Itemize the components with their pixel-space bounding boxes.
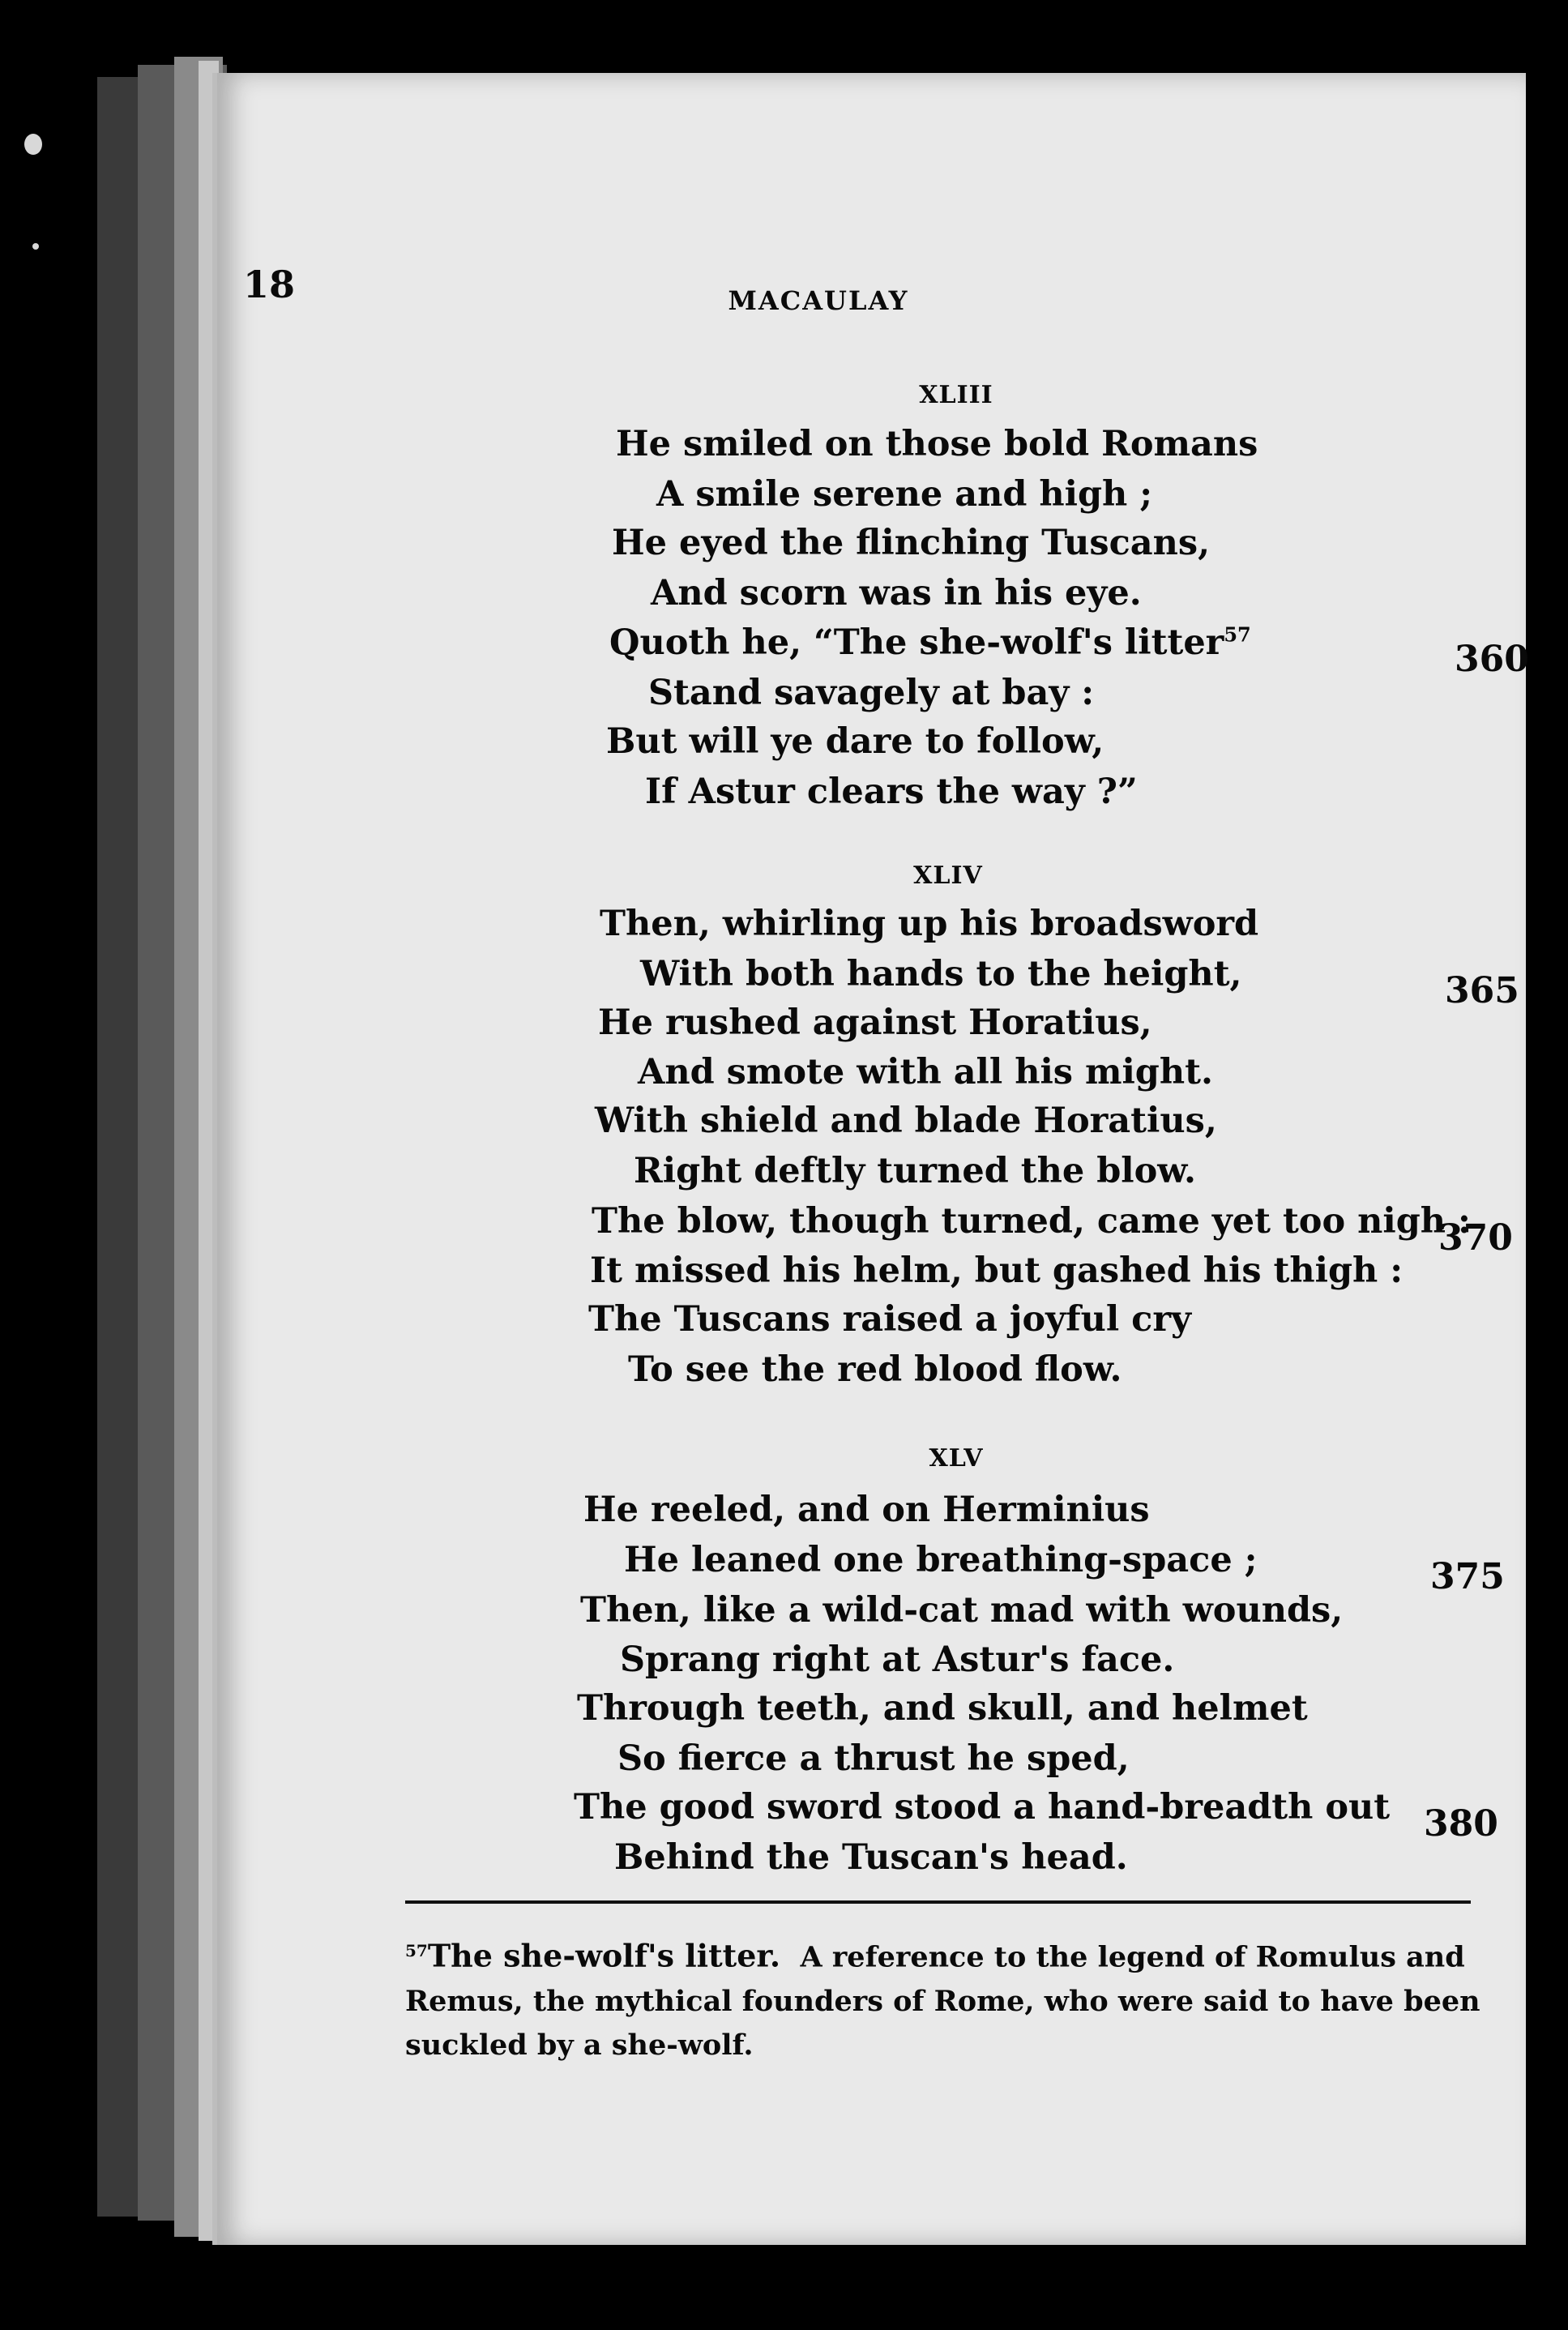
- verse-line: He eyed the flinching Tuscans,: [612, 523, 1211, 563]
- verse-line: He leaned one breathing-space ;: [624, 1540, 1258, 1580]
- verse-line: With shield and blade Horatius,: [595, 1101, 1217, 1141]
- line-number: 375: [1430, 1556, 1505, 1597]
- verse-line: He smiled on those bold Romans: [616, 424, 1258, 464]
- line-number: 360: [1455, 639, 1529, 680]
- verse-line: Then, like a wild-cat mad with wounds,: [580, 1590, 1344, 1631]
- verse-line: To see the red blood flow.: [628, 1349, 1122, 1390]
- running-head: MACAULAY: [728, 285, 909, 316]
- verse-line: The good sword stood a hand-breadth out: [574, 1787, 1391, 1828]
- line-number: 370: [1438, 1217, 1513, 1259]
- stanza-numeral: XLV: [929, 1444, 984, 1473]
- stanza-numeral: XLIII: [919, 381, 993, 409]
- footnote-number: 57: [405, 1941, 428, 1960]
- verse-line-text: Quoth he, “The she-wolf's litter: [609, 622, 1224, 663]
- verse-line: And smote with all his might.: [638, 1052, 1213, 1092]
- verse-line: Through teeth, and skull, and helmet: [577, 1688, 1308, 1729]
- verse-line: And scorn was in his eye.: [651, 573, 1142, 613]
- verse-line: He reeled, and on Herminius: [583, 1490, 1150, 1530]
- verse-line: He rushed against Horatius,: [598, 1003, 1152, 1043]
- verse-line: With both hands to the height,: [640, 954, 1242, 994]
- verse-line: The Tuscans raised a joyful cry: [588, 1299, 1191, 1340]
- verse-line: So fierce a thrust he sped,: [617, 1738, 1130, 1779]
- verse-line: [609, 622, 1251, 663]
- verse-line: Right deftly turned the blow.: [634, 1151, 1196, 1191]
- verse-line: Behind the Tuscan's head.: [614, 1837, 1128, 1878]
- dust-speck: [32, 243, 39, 250]
- stanza-numeral: XLIV: [913, 861, 983, 890]
- dust-speck: [24, 134, 42, 155]
- verse-line: It missed his helm, but gashed his thigh :: [590, 1251, 1404, 1291]
- verse-line: The blow, though turned, came yet too nigh :: [592, 1201, 1471, 1242]
- footnote-text: A reference to the legend of Romulus and Remus, the mythical founders of Rome, who were said to have been suckled by a she-wolf.: [405, 1940, 1480, 2062]
- footnote-lemma: The she-wolf's litter.: [427, 1937, 781, 1974]
- verse-line: Stand savagely at bay :: [648, 673, 1095, 713]
- line-number: 380: [1424, 1803, 1498, 1845]
- verse-line: Then, whirling up his broadsword: [600, 904, 1259, 944]
- verse-line: A smile serene and high ;: [656, 474, 1153, 515]
- footnote-rule: [405, 1900, 1471, 1904]
- verse-line: If Astur clears the way ?”: [645, 772, 1138, 812]
- footnote: [405, 1929, 1483, 2067]
- line-number: 365: [1445, 970, 1519, 1011]
- footnote-marker: 57: [1224, 622, 1251, 647]
- page-number: 18: [243, 263, 296, 306]
- verse-line: But will ye dare to follow,: [606, 721, 1104, 762]
- verse-line: Sprang right at Astur's face.: [620, 1640, 1175, 1680]
